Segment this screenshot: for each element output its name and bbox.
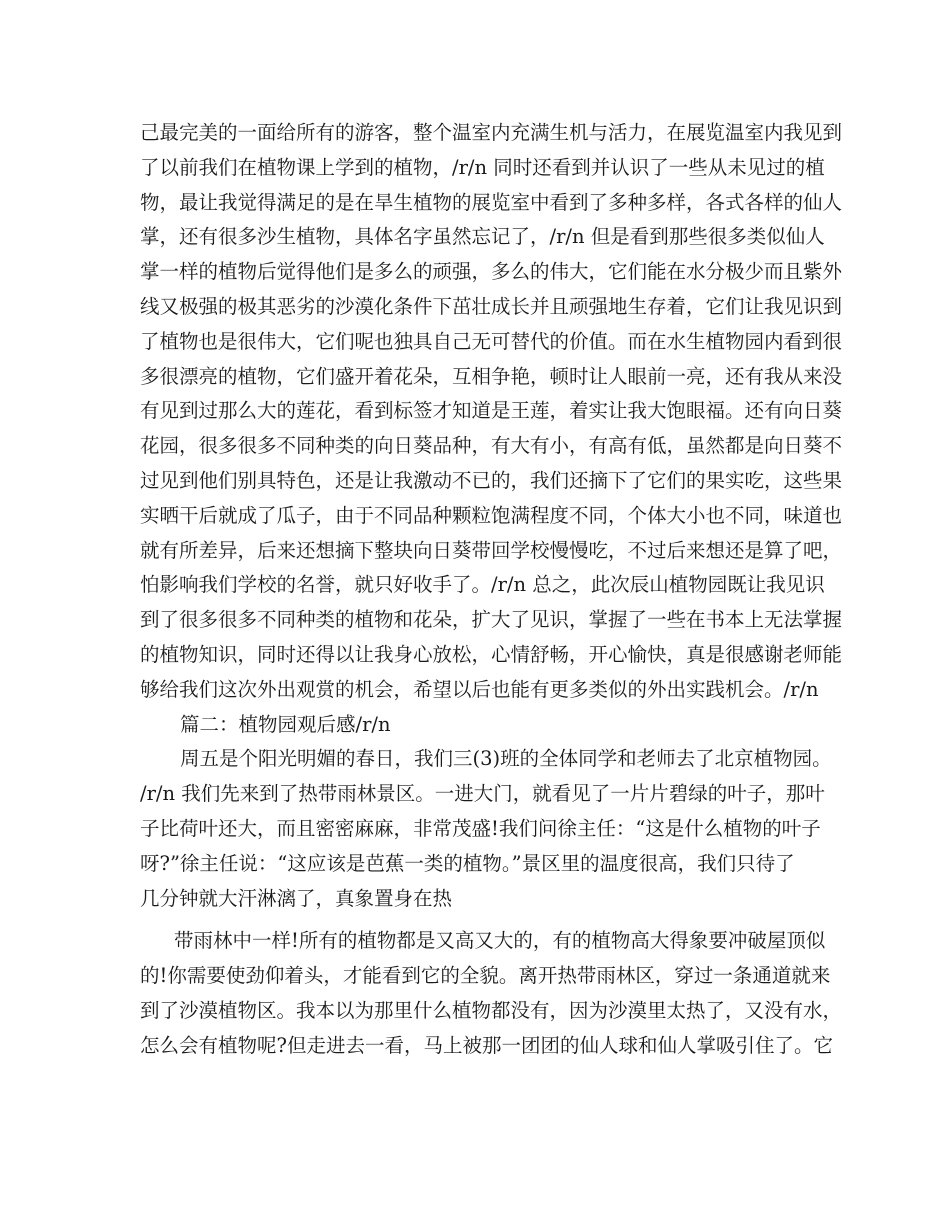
text-line: 几分钟就大汗淋漓了，真象置身在热 [140, 886, 453, 910]
text-line: 实晒干后就成了瓜子，由于不同品种颗粒饱满程度不同，个体大小也不同，味道也 [140, 503, 843, 527]
text-line: 的!你需要使劲仰着头，才能看到它的全貌。离开热带雨林区，穿过一条通道就来 [140, 964, 831, 988]
text-line: 多很漂亮的植物，它们盛开着花朵，互相争艳，顿时让人眼前一亮，还有我从来没 [140, 364, 843, 388]
text-line: 怎么会有植物呢?但走进去一看，马上被那一团团的仙人球和仙人掌吸引住了。它 [140, 1033, 833, 1057]
text-line: 有见到过那么大的莲花，看到标签才知道是王莲，着实让我大饱眼福。还有向日葵 [140, 399, 843, 423]
text-line: 线又极强的极其恶劣的沙漠化条件下茁壮成长并且顽强地生存着，它们让我见识到 [140, 294, 843, 318]
text-line: 过见到他们别具特色，还是让我激动不已的，我们还摘下了它们的果实吃，这些果 [140, 468, 843, 492]
text-line: 怕影响我们学校的名誉，就只好收手了。/r/n 总之，此次辰山植物园既让我见识 [140, 573, 825, 597]
text-line: 就有所差异，后来还想摘下整块向日葵带回学校慢慢吃，不过后来想还是算了吧， [140, 538, 843, 562]
text-line: 子比荷叶还大，而且密密麻麻，非常茂盛!我们问徐主任：“这是什么植物的叶子 [140, 816, 821, 840]
text-line: /r/n 我们先来到了热带雨林景区。一进大门，就看见了一片片碧绿的叶子，那叶 [140, 782, 825, 806]
text-line: 到了很多很多不同种类的植物和花朵，扩大了见识，掌握了一些在书本上无法掌握 [140, 608, 843, 632]
text-line: 的植物知识，同时还得以让我身心放松，心情舒畅，开心愉快，真是很感谢老师能 [140, 642, 843, 666]
text-line: 呀?”徐主任说：“这应该是芭蕉一类的植物。”景区里的温度很高，我们只待了 [140, 851, 795, 875]
page-break-gap [140, 916, 820, 924]
text-line: 到了沙漠植物区。我本以为那里什么植物都没有，因为沙漠里太热了，又没有水， [140, 998, 843, 1022]
text-line: 掌一样的植物后觉得他们是多么的顽强，多么的伟大，它们能在水分极少而且紫外 [140, 260, 843, 284]
text-line: 带雨林中一样!所有的植物都是又高又大的，有的植物高大得象要冲破屋顶似 [174, 929, 826, 953]
text-line: 周五是个阳光明媚的春日，我们三(3)班的全体同学和老师去了北京植物园。 [180, 747, 832, 771]
text-line: 了以前我们在植物课上学到的植物，/r/n 同时还看到并认识了一些从未见过的植 [140, 155, 825, 179]
section-heading: 篇二：植物园观后感/r/n [180, 712, 391, 736]
text-line: 够给我们这次外出观赏的机会，希望以后也能有更多类似的外出实践机会。/r/n [140, 677, 819, 701]
text-line: 物，最让我觉得满足的是在旱生植物的展览室中看到了多种多样，各式各样的仙人 [140, 190, 843, 214]
text-line: 花园，很多很多不同种类的向日葵品种，有大有小，有高有低，虽然都是向日葵不 [140, 434, 843, 458]
document-body [140, 116, 843, 1064]
text-line: 己最完美的一面给所有的游客，整个温室内充满生机与活力，在展览温室内我见到 [140, 121, 843, 144]
text-line: 掌，还有很多沙生植物，具体名字虽然忘记了，/r/n 但是看到那些很多类似仙人 [140, 225, 825, 249]
text-line: 了植物也是很伟大，它们呢也独具自己无可替代的价值。而在水生植物园内看到很 [140, 329, 843, 353]
